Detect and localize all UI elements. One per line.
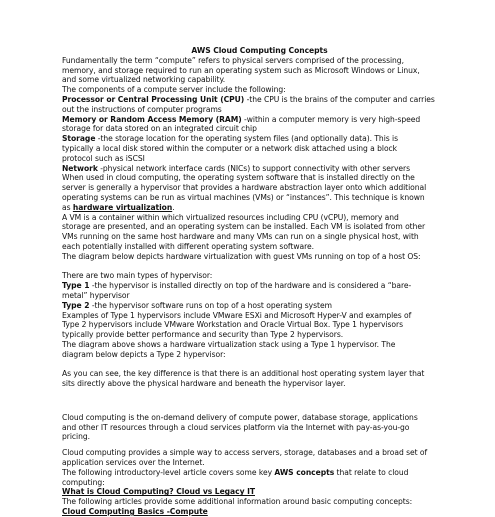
type1-desc: -the hypervisor is installed directly on top of the hardware and is considered a “bare- <box>89 281 412 291</box>
type1-item <box>62 281 457 291</box>
hardware-virtualization-link[interactable]: hardware virtualization <box>72 202 173 212</box>
intro-line: Fundamentally the term “compute” refers to physical servers comprised of the processing, <box>62 55 404 65</box>
processor-term: Processor or Central Processing Unit (CPU) <box>62 94 245 104</box>
storage-desc-cont: protocol such as iSCSI <box>62 153 145 163</box>
processor-desc-cont: out the instructions of computer programs <box>62 104 222 114</box>
article-pre: The following introductory-level article covers some key <box>62 467 275 477</box>
intro-line: memory, and storage required to run an operating system such as Microsoft Windows or Linux, <box>62 65 420 75</box>
difference-line: sits directly above the physical hardware and beneath the hypervisor layer. <box>62 379 346 389</box>
virtualization-line: server is generally a hypervisor that provides a hardware abstraction layer onto which additional <box>62 183 427 193</box>
virtualization-line: operating systems can be run as virtual machines (VMs) or “instances”. This technique is known <box>62 192 425 202</box>
type1-desc-cont: metal” hypervisor <box>62 290 130 300</box>
network-item <box>62 164 457 174</box>
memory-desc-cont: storage for data stored on an integrated circuit chip <box>62 124 257 134</box>
spacer <box>62 389 457 413</box>
types-paragraph-line: typically provide better performance and security than Type 2 hypervisors. <box>62 330 344 340</box>
article-line <box>62 468 457 478</box>
hypervisor-intro: There are two main types of hypervisor: <box>62 271 213 281</box>
vm-paragraph-line: storage are presented, and an operating system can be installed. Each VM is isolated from other <box>62 222 426 232</box>
period-text: . <box>172 202 175 212</box>
article-line-cont: computing: <box>62 477 105 487</box>
intro-line: and some virtualized networking capability. <box>62 75 226 85</box>
spacer <box>62 262 457 272</box>
document-title: AWS Cloud Computing Concepts <box>191 46 328 55</box>
type2-desc: -the hypervisor software runs on top of a host operating system <box>89 300 332 310</box>
memory-item <box>62 115 457 125</box>
network-desc: -physical network interface cards (NICs) to support connectivity with other servers <box>97 163 411 173</box>
aws-concepts-text: AWS concepts <box>274 467 335 477</box>
memory-term: Memory or Random Access Memory (RAM) <box>62 114 242 124</box>
as-text: as <box>62 202 73 212</box>
network-term: Network <box>62 163 98 173</box>
document-body <box>62 46 457 517</box>
types-paragraph-line: diagram below depicts a Type 2 hypervisor: <box>62 349 226 359</box>
article-post: that relate to cloud <box>334 467 409 477</box>
vm-paragraph-line: The diagram below depicts hardware virtualization with guest VMs running on top of a host OS: <box>62 251 421 261</box>
types-paragraph-line: Type 2 hypervisors include VMware Workstation and Oracle Virtual Box. Type 1 hypervisors <box>62 320 403 330</box>
storage-term: Storage <box>62 134 96 144</box>
cloud-paragraph-line: and other IT resources through a cloud services platform via the Internet with pay-as-you-go <box>62 422 410 432</box>
difference-line: As you can see, the key difference is that there is an additional host operating system layer that <box>62 369 425 379</box>
type1-term: Type 1 <box>62 281 90 291</box>
storage-item <box>62 134 457 144</box>
types-paragraph-line: Examples of Type 1 hypervisors include VMware ESXi and Microsoft Hyper-V and examples of <box>62 310 412 320</box>
storage-desc-cont: typically a local disk stored within the computer or a network disk attached using a block <box>62 143 398 153</box>
type2-item <box>62 301 457 311</box>
vm-paragraph-line: each potentially installed with different operating system software. <box>62 241 315 251</box>
compute-basics-link[interactable]: Cloud Computing Basics -Compute <box>62 507 208 517</box>
cloud-paragraph-line: application services over the Internet. <box>62 458 205 468</box>
memory-desc: -within a computer memory is very high-speed <box>241 114 421 124</box>
processor-item <box>62 95 457 105</box>
types-paragraph-line: The diagram above shows a hardware virtualization stack using a Type 1 hypervisor. The <box>62 339 396 349</box>
processor-desc: -the CPU is the brains of the computer and carries <box>244 94 435 104</box>
type2-term: Type 2 <box>62 300 90 310</box>
vm-paragraph-line: VMs running on the same host hardware and many VMs can run on a single physical host, with <box>62 232 419 242</box>
cloud-paragraph-line: Cloud computing provides a simple way to access servers, storage, databases and a broad set of <box>62 448 428 458</box>
following-line: The following articles provide some additional information around basic computing concepts: <box>62 497 413 507</box>
intro-line: The components of a compute server include the following: <box>62 85 286 95</box>
cloud-paragraph-line: pricing. <box>62 432 90 442</box>
cloud-vs-legacy-link[interactable]: What is Cloud Computing? Cloud vs Legacy IT <box>62 487 255 497</box>
storage-desc: -the storage location for the operating system files (and optionally data). This is <box>95 134 398 144</box>
virtualization-line: When used in cloud computing, the operating system software that is installed directly on the <box>62 173 415 183</box>
virtualization-line <box>62 203 457 213</box>
cloud-paragraph-line: Cloud computing is the on-demand delivery of compute power, database storage, applications <box>62 412 418 422</box>
spacer <box>62 360 457 370</box>
vm-paragraph-line: A VM is a container within which virtualized resources including CPU (vCPU), memory and <box>62 212 399 222</box>
